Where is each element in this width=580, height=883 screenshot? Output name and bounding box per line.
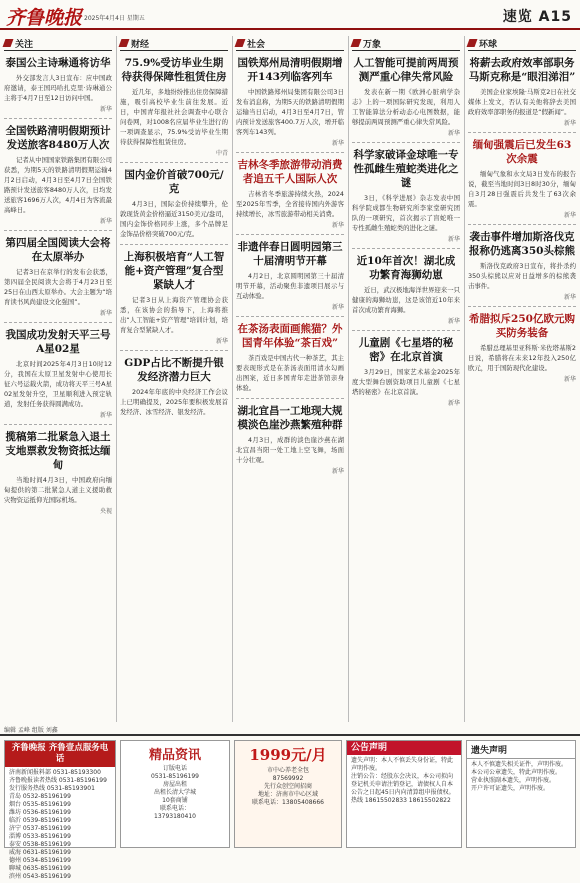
article-byline: 央视 — [99, 508, 112, 515]
article-body: 近几年，多地纷纷推出住房保障措施，吸引高校毕业生前往发展。近日，中国青年报社社会调查中心联合问卷网，对1008名应届毕业生进行的一项调查显示，75.9%受访毕业生期待获得保障性租赁住房。 — [120, 88, 228, 146]
section-marker-icon — [119, 39, 130, 47]
article-byline: 中青 — [215, 150, 228, 157]
article-headline[interactable]: 全国铁路清明假期预计发送旅客8480万人次 — [5, 125, 111, 151]
article-body: 4月2日，北京圆明园第三十届清明节开幕，活动聚焦非遗项目展示与互动体验。 — [236, 272, 344, 300]
section-marker-icon — [235, 39, 246, 47]
article-divider — [4, 230, 112, 231]
article-byline: 新华 — [447, 130, 460, 137]
news-column — [4, 36, 112, 722]
section-title: 关注 — [15, 39, 34, 50]
article-divider — [468, 132, 576, 133]
article[interactable] — [120, 244, 228, 345]
ad-line: 房屋出租 — [162, 781, 187, 788]
section-marker-icon — [467, 39, 478, 47]
newspaper-logo: 齐鲁晚报 — [6, 7, 83, 29]
article-byline: 新华 — [215, 338, 228, 345]
article[interactable] — [352, 142, 460, 243]
column-rule — [464, 36, 465, 722]
article-divider — [120, 350, 228, 351]
article[interactable] — [4, 56, 112, 113]
news-column — [236, 36, 344, 722]
article-byline: 新华 — [563, 120, 576, 127]
section-header — [120, 36, 228, 51]
column-rule — [232, 36, 233, 722]
article[interactable] — [352, 330, 460, 407]
article-headline[interactable]: 在茶汤表面画熊猫？外国青年体验“茶百戏” — [237, 323, 343, 349]
ad-line: 烟台 0535-85196199 — [9, 801, 71, 808]
article-divider — [236, 152, 344, 153]
article-headline[interactable]: 袭击事件增加斯洛伐克报称仍逃离350头棕熊 — [469, 231, 575, 257]
section-header — [236, 36, 344, 51]
article-headline[interactable]: GDP占比不断提升银发经济潜力巨大 — [124, 357, 224, 383]
article-headline[interactable]: 第四届全国阅读大会将在太原举办 — [5, 237, 111, 263]
article-body: 斯洛伐克政府3日宣布，将扑杀约350头棕熊以应对日益增多的棕熊袭击事件。 — [468, 262, 576, 290]
article[interactable] — [4, 230, 112, 317]
article-body: 记者从中国国家铁路集团有限公司获悉，为期5天的铁路清明假期运输4月2日启动，4月3日至4月7日全国铁路预计发送旅客8480万人次，日均发送旅客1696万人次，4月4日为客流最高峰日。 — [4, 156, 112, 214]
article-byline: 新华 — [447, 236, 460, 243]
article-headline[interactable]: 75.9%受访毕业生期待获得保障性租赁住房 — [121, 57, 227, 83]
article[interactable] — [352, 56, 460, 137]
article[interactable] — [236, 152, 344, 229]
section-title: 万象 — [363, 39, 382, 50]
ad-line: 泰安 0538-85196199 — [9, 841, 71, 848]
article-byline: 新华 — [563, 294, 576, 301]
article-body: 3日，《科学进展》杂志发表中国科学院成都生物研究所李家堂研究团队的一项研究，首次揭示了盲蛇唯一专性孤雌生殖蛇类的进化之谜。 — [352, 194, 460, 232]
article-body: 当地时间4月3日，中国政府向缅甸提供的第二批紧急人道主义援助救灾物资运抵仰光国际机场。 — [4, 476, 112, 504]
article-body: 4月3日，国际金价持续攀升，伦敦现货黄金价格逼近3150美元/盎司，国内金饰价格同步上涨，多个品牌足金饰品价格突破700元/克。 — [120, 200, 228, 238]
ad-line: 注销公告：经股东会决议，本公司拟向登记机关申请注销登记，请债权人自本公告之日起45日内向清算组申报债权。 — [351, 773, 455, 796]
ad-line: 市中心养老全包 — [266, 767, 309, 774]
article-byline: 新华 — [331, 468, 344, 475]
article[interactable] — [352, 248, 460, 325]
ad-line: 本人不慎遗失相关证件，声明作废。 — [471, 761, 568, 768]
article-body: 3月29日，国家艺术基金2025年度大型舞台剧资助项目儿童剧《七星塔的秘密》在北京首演。 — [352, 368, 460, 396]
ad-line: 聊城 0635-85196199 — [9, 865, 71, 872]
ad-line: 订版电话 — [162, 765, 187, 772]
article[interactable] — [468, 56, 576, 127]
column-rule — [116, 36, 117, 722]
ad-line: 联系电话：13805408666 — [252, 799, 324, 806]
ad-line: 营业执照副本遗失，声明作废。 — [471, 777, 556, 784]
issue-date: 2025年4月4日 星期五 — [84, 15, 145, 22]
ad-service-lines — [5, 767, 115, 883]
article-body: 记者3日在京举行的发布会获悉，第四届全民阅读大会将于4月23日至25日在山西太原举办。大会主题为“培育读书风尚建设文化强国”。 — [4, 268, 112, 306]
ad-notices — [346, 740, 462, 848]
article-headline[interactable]: 我国成功发射天平三号A星02星 — [5, 329, 111, 355]
article-byline: 新华 — [563, 212, 576, 219]
article-body: 希腊总理基里亚科斯·米佐塔基斯2日说，希腊将在未来12年投入250亿欧元，用于国防现代化建设。 — [468, 344, 576, 372]
article[interactable] — [120, 56, 228, 157]
article-divider — [468, 224, 576, 225]
article-divider — [236, 316, 344, 317]
article-headline[interactable]: 国内金价首破700元/克 — [124, 169, 224, 195]
section-marker-icon — [351, 39, 362, 47]
ad-elder-care-title: 1999元/月 — [249, 746, 327, 764]
article-divider — [236, 398, 344, 399]
ad-service-title: 齐鲁晚报 齐鲁壹点服务电话 — [5, 741, 115, 767]
article[interactable] — [468, 306, 576, 383]
masthead — [0, 0, 580, 30]
article-headline[interactable]: 泰国公主诗琳通将访华 — [5, 57, 111, 69]
ad-line: 0531-85196199 — [151, 773, 199, 780]
article-headline[interactable]: 希腊拟斥250亿欧元购买防务装备 — [469, 313, 575, 339]
ad-line: 遗失声明：本人不慎丢失身份证，特此声明作废。 — [351, 757, 454, 772]
article-byline: 新华 — [331, 304, 344, 311]
article[interactable] — [4, 424, 112, 515]
section-marker-icon — [3, 39, 14, 47]
ad-line: 地址：济南市中心区域 — [257, 791, 318, 798]
article-byline: 新华 — [331, 140, 344, 147]
ad-line: 出租长清大学城 — [153, 789, 196, 796]
ad-line: 联系电话： — [159, 805, 190, 812]
section-header — [4, 36, 112, 51]
article-byline: 新华 — [99, 218, 112, 225]
ad-elder-care — [234, 740, 342, 848]
article[interactable] — [468, 132, 576, 219]
article[interactable] — [236, 316, 344, 393]
article[interactable] — [4, 322, 112, 419]
article-byline: 新华 — [447, 400, 460, 407]
section-header — [468, 36, 576, 51]
article-headline[interactable]: 湖北宜昌一工地现大规模淡色崖沙燕繁殖种群 — [237, 405, 343, 431]
article-byline: 新华 — [331, 222, 344, 229]
ad-line: 齐鲁晚报读者热线 0531-85196199 — [9, 777, 107, 784]
article-headline[interactable]: 将薪去政府效率部职务马斯克称是“眼泪涕泪” — [468, 57, 576, 83]
article-headline[interactable]: 非遗伴春日圆明园第三十届清明节开幕 — [237, 241, 343, 267]
ad-line: 10套商铺 — [162, 797, 188, 804]
article-body: 记者3日从上海资产管理协会获悉，在该协会的指导下，上海将推出“人工智能+资产管理”培训计划，培育复合型紧缺人才。 — [120, 296, 228, 334]
ad-lost-title: 遗失声明 — [467, 741, 575, 759]
ad-line: 发行服务热线 0531-85193901 — [9, 785, 95, 792]
ad-lost-lines — [467, 759, 575, 795]
article-divider — [120, 162, 228, 163]
ad-line: 德州 0534-85196199 — [9, 857, 71, 864]
article-divider — [468, 306, 576, 307]
news-column — [120, 36, 228, 722]
section-title: 社会 — [247, 39, 266, 50]
article-body: 近日，武汉极地海洋世界迎来一只健康的海狮幼崽，这是该馆近10年来首次成功繁育海狮。 — [352, 286, 460, 314]
editor-credit: 编辑 孟峰 组版 刘鑫 — [4, 727, 58, 734]
article[interactable] — [236, 56, 344, 147]
section-header — [352, 36, 460, 51]
article-body: 发表在新一期《欧洲心脏病学杂志》上的一项国际研究发现，利用人工智能算法分析动态心电图数据，能够提前两周预测严重心律失常风险。 — [352, 88, 460, 126]
article-body: 2024年年底的中央经济工作会议上已明确提及，2025年要积极发展首发经济、冰雪经济、银发经济。 — [120, 388, 228, 416]
article[interactable] — [236, 398, 344, 475]
article-body: 外交部发言人3日宣布：应中国政府邀请，泰王国玛哈扎克里·诗琳通公主将于4月7日至12日访问中国。 — [4, 74, 112, 102]
article-body: 4月3日，成群的淡色崖沙燕在湖北宜昌当阳一处工地上空飞舞，场面十分壮观。 — [236, 436, 344, 464]
article-body: 中国铁路郑州局集团有限公司3日发布消息称，为期5天的铁路清明假期运输当日启动，4月3日至4月7日，管内预计发送旅客400.7万人次，增开临客列车143列。 — [236, 88, 344, 136]
ad-classified — [120, 740, 230, 848]
article-body: 缅甸气象和水文局3日发布的报告说，截至当地时间3日8时30分，缅甸自3月28日强震后共发生了63次余震。 — [468, 170, 576, 208]
ad-line: 滨州 0543-85196199 — [9, 873, 71, 880]
ad-line: 87569992 — [272, 775, 304, 782]
article-divider — [4, 322, 112, 323]
article-byline: 新华 — [447, 318, 460, 325]
ad-notices-title: 公告声明 — [347, 741, 461, 755]
ad-line: 威海 0631-85196199 — [9, 849, 71, 856]
ad-elder-care-lines — [235, 765, 341, 809]
article-body: 美国企业家埃隆·马斯克2日在社交媒体上发文，否认有关他将辞去美国政府效率部职务的报道是“假新闻”。 — [468, 88, 576, 116]
section-title: 财经 — [131, 39, 150, 50]
article-divider — [120, 244, 228, 245]
article-divider — [352, 142, 460, 143]
article-headline[interactable]: 吉林冬季旅游带动消费者追五千人国际人次 — [237, 159, 343, 185]
ad-lost-notices — [466, 740, 576, 848]
article-byline: 新华 — [99, 412, 112, 419]
article-headline[interactable]: 揽稿第二批紧急入退土支地票救发物资抵达缅甸 — [5, 431, 111, 471]
ad-line: 开户许可证遗失，声明作废。 — [471, 785, 550, 792]
ad-line: 济宁 0537-85196199 — [9, 825, 71, 832]
ad-line: 本公司公章遗失，特此声明作废。 — [471, 769, 562, 776]
ad-line: 淄博 0533-85196199 — [9, 833, 71, 840]
article[interactable] — [120, 162, 228, 239]
article[interactable] — [236, 234, 344, 311]
ad-classified-lines — [121, 763, 229, 823]
article-body: 北京时间2025年4月3日10时12分，我国在太原卫星发射中心使用长征六号运载火箭，成功将天平三号A星02星发射升空，卫星顺利进入预定轨道，发射任务获得圆满成功。 — [4, 360, 112, 408]
page-number: 速览 A15 — [502, 9, 572, 25]
article-divider — [236, 234, 344, 235]
article[interactable] — [120, 350, 228, 417]
article-divider — [4, 118, 112, 119]
article-divider — [4, 424, 112, 425]
article-headline[interactable]: 儿童剧《七星塔的秘密》在北京首演 — [358, 337, 454, 363]
article-divider — [352, 248, 460, 249]
article-byline: 新华 — [563, 376, 576, 383]
ad-service-phones — [4, 740, 116, 880]
ad-notices-lines — [347, 755, 461, 807]
article-headline[interactable]: 人工智能可提前两周预测严重心律失常风险 — [353, 57, 459, 83]
article-headline[interactable]: 国铁郑州局清明假期增开143列临客列车 — [237, 57, 343, 83]
article-body: 吉林省冬季旅游持续火热，2024至2025年雪季，全省接待国内外游客持续增长，冰雪旅游带动相关消费。 — [236, 190, 344, 218]
ad-classified-title: 精品资讯 — [148, 748, 201, 763]
news-column — [468, 36, 576, 722]
article[interactable] — [468, 224, 576, 301]
article-headline[interactable]: 科学家破译金球唯一专性孤雌生殖蛇类进化之谜 — [353, 149, 459, 189]
news-column — [352, 36, 460, 722]
article-body: 茶百戏是中国古代一种茶艺，其主要表现形式是在茶汤表面用清水勾画出图案，近日多国青年走进茶馆亲身体验。 — [236, 354, 344, 392]
section-title: 环球 — [479, 39, 498, 50]
ad-line: 潍坊 0536-85196199 — [9, 809, 71, 816]
article-byline: 新华 — [99, 310, 112, 317]
article-headline[interactable]: 近10年首次！湖北成功繁育海狮幼崽 — [356, 255, 456, 281]
article[interactable] — [4, 118, 112, 225]
ad-line: 临沂 0539-85196199 — [9, 817, 71, 824]
ad-line: 热线 18615502833 18615502822 — [351, 797, 451, 804]
column-rule — [348, 36, 349, 722]
ad-line: 13793180410 — [154, 813, 196, 820]
ads-divider — [0, 734, 580, 736]
article-divider — [352, 330, 460, 331]
article-headline[interactable]: 上海积极培育“人工智能+资产管理”复合型紧缺人才 — [123, 251, 225, 291]
article-headline[interactable]: 缅甸强震后已发生63次余震 — [472, 139, 572, 165]
ad-line: 济南新闻报料部 0531-85193300 — [9, 769, 101, 776]
ad-line: 先行众创空间招商 — [263, 783, 312, 790]
ad-line: 青岛 0532-85196199 — [9, 793, 71, 800]
article-byline: 新华 — [99, 106, 112, 113]
